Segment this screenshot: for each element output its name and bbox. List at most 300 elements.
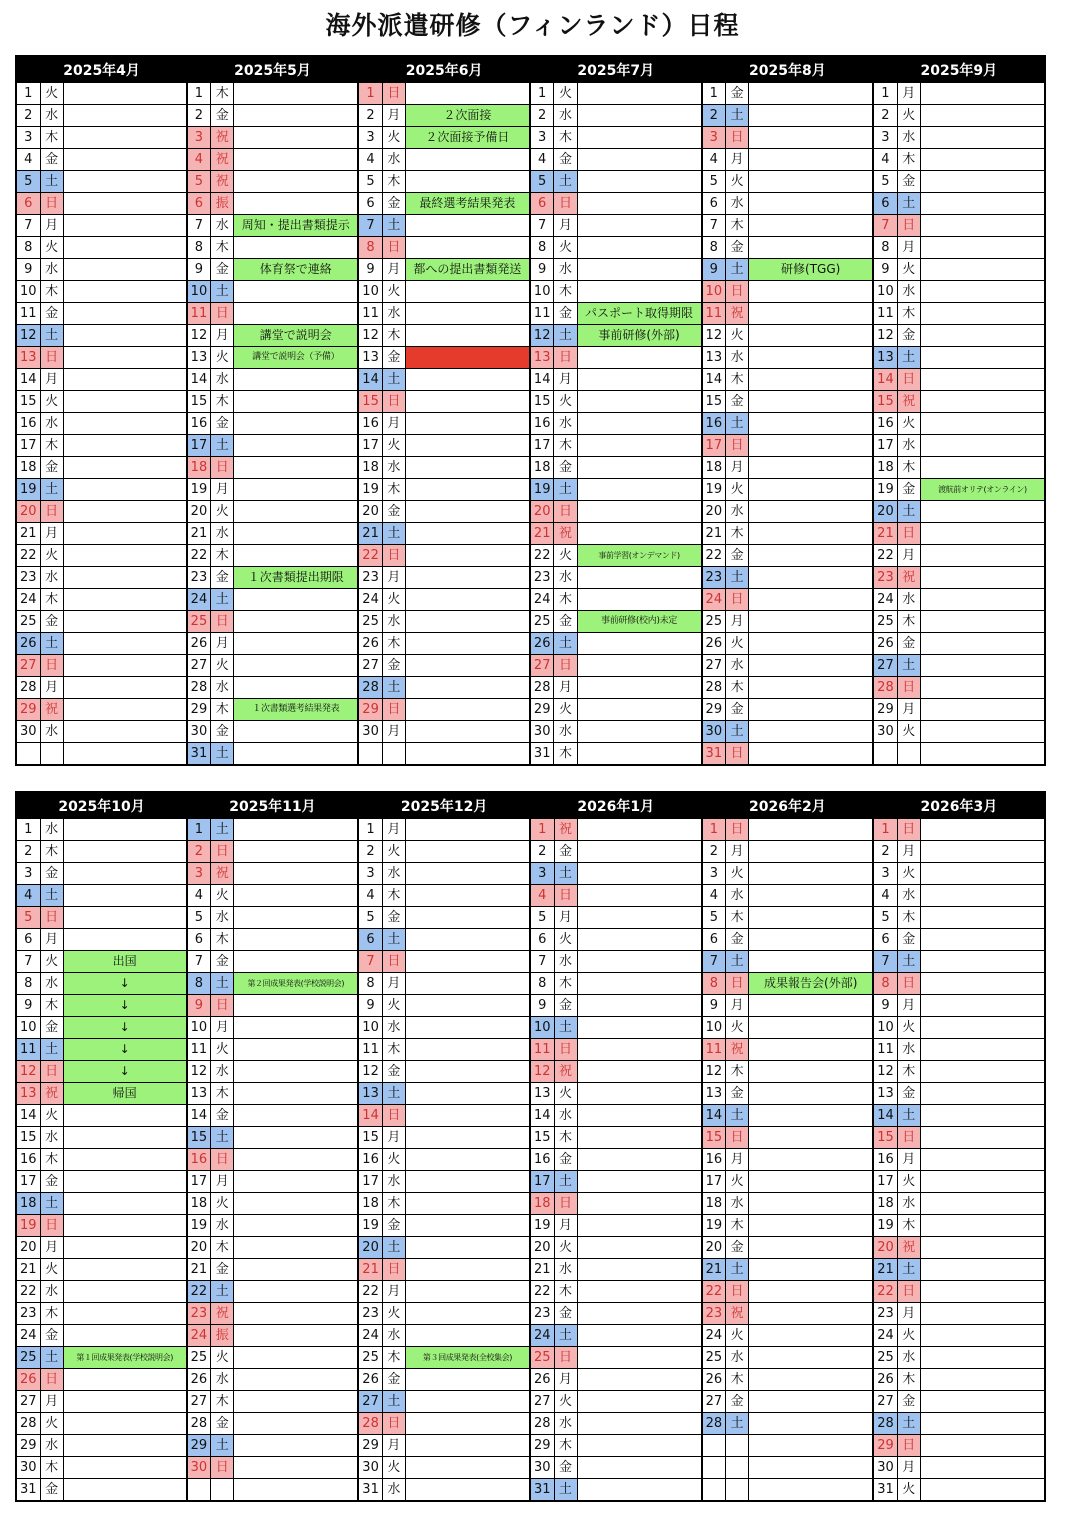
event-cell-empty xyxy=(920,545,1045,567)
event-cell-empty xyxy=(234,281,358,303)
event-cell-empty xyxy=(749,841,873,863)
event-cell-empty xyxy=(920,347,1045,369)
event-cell-empty xyxy=(63,479,187,501)
day-number: 15 xyxy=(702,1127,726,1149)
event-cell-empty xyxy=(920,1105,1045,1127)
weekday-label: 水 xyxy=(40,259,63,281)
event-cell-empty xyxy=(405,391,529,413)
day-number: 30 xyxy=(702,721,726,743)
day-number: 17 xyxy=(702,1171,726,1193)
event-cell-empty xyxy=(63,523,187,545)
day-number: 9 xyxy=(702,995,726,1017)
event-cell-empty xyxy=(920,1325,1045,1347)
weekday-label: 水 xyxy=(554,1413,577,1435)
weekday-label: 土 xyxy=(40,633,63,655)
day-number: 7 xyxy=(187,951,211,973)
day-number: 8 xyxy=(530,973,554,995)
day-number: 6 xyxy=(702,929,726,951)
event-cell-empty xyxy=(63,259,187,281)
day-number: 10 xyxy=(16,1017,40,1039)
weekday-label: 土 xyxy=(382,677,405,699)
event-cell-empty xyxy=(920,819,1045,841)
calendar-row xyxy=(16,1303,1045,1325)
day-number: 16 xyxy=(358,1149,382,1171)
day-number: 20 xyxy=(530,1237,554,1259)
weekday-label: 祝 xyxy=(726,1039,749,1061)
day-number: 5 xyxy=(530,907,554,929)
day-number: 18 xyxy=(16,457,40,479)
calendar-row xyxy=(16,413,1045,435)
day-number: 22 xyxy=(702,1281,726,1303)
event-cell-empty xyxy=(920,995,1045,1017)
day-number: 26 xyxy=(530,633,554,655)
event-cell-empty xyxy=(234,589,358,611)
day-number: 21 xyxy=(702,1259,726,1281)
empty-day-cell xyxy=(358,743,382,766)
weekday-label: 水 xyxy=(40,1281,63,1303)
weekday-label: 木 xyxy=(554,589,577,611)
event-cell: 第１回成果発表(学校説明会) xyxy=(63,1347,186,1369)
day-number: 4 xyxy=(187,149,211,171)
event-cell-empty xyxy=(234,1303,359,1325)
weekday-label: 土 xyxy=(382,369,405,391)
weekday-label: 金 xyxy=(40,863,63,885)
event-cell-empty xyxy=(234,929,359,951)
weekday-label: 土 xyxy=(554,1325,577,1347)
weekday-label: 木 xyxy=(554,743,577,766)
weekday-label: 祝 xyxy=(897,1237,920,1259)
event-cell-empty xyxy=(920,951,1045,973)
weekday-label: 土 xyxy=(726,567,749,589)
day-number: 30 xyxy=(16,1457,40,1479)
day-number: 24 xyxy=(702,589,726,611)
day-number: 16 xyxy=(873,1149,897,1171)
day-number: 22 xyxy=(873,1281,897,1303)
weekday-label: 金 xyxy=(211,259,234,281)
day-number: 17 xyxy=(16,1171,40,1193)
calendar-row xyxy=(16,1193,1045,1215)
weekday-label: 木 xyxy=(554,1435,577,1457)
day-number: 14 xyxy=(187,369,211,391)
event-cell-empty xyxy=(749,479,873,501)
event-cell-empty xyxy=(405,1391,530,1413)
day-number: 10 xyxy=(358,281,382,303)
event-cell-empty xyxy=(577,1193,701,1215)
day-number: 3 xyxy=(358,127,382,149)
day-number: 12 xyxy=(16,325,40,347)
weekday-label: 日 xyxy=(897,677,920,699)
weekday-label: 月 xyxy=(40,215,63,237)
weekday-label: 水 xyxy=(554,721,577,743)
event-cell-empty xyxy=(749,1105,873,1127)
weekday-label: 火 xyxy=(382,127,405,149)
weekday-label: 水 xyxy=(382,863,405,885)
event-cell-empty xyxy=(405,1105,530,1127)
day-number: 11 xyxy=(873,303,897,325)
day-number: 17 xyxy=(358,435,382,457)
event-cell-empty xyxy=(920,1413,1045,1435)
weekday-label: 日 xyxy=(211,457,234,479)
day-number: 9 xyxy=(358,259,382,281)
event-cell-empty xyxy=(749,567,873,589)
weekday-label: 水 xyxy=(40,567,63,589)
weekday-label: 火 xyxy=(382,435,405,457)
weekday-label: 土 xyxy=(897,193,920,215)
empty-event-cell xyxy=(749,1435,873,1457)
event-cell-empty xyxy=(577,1281,701,1303)
day-number: 1 xyxy=(530,83,554,105)
calendar-row xyxy=(16,655,1045,677)
day-number: 13 xyxy=(702,1083,726,1105)
weekday-label: 木 xyxy=(211,391,234,413)
day-number: 1 xyxy=(16,83,40,105)
event-cell-empty xyxy=(577,259,701,281)
event-cell-empty xyxy=(920,863,1045,885)
event-cell-empty xyxy=(749,699,873,721)
event-cell: 研修(TGG) xyxy=(749,259,873,281)
day-number: 29 xyxy=(873,1435,897,1457)
weekday-label: 土 xyxy=(554,863,577,885)
weekday-label: 水 xyxy=(382,611,405,633)
day-number: 27 xyxy=(873,655,897,677)
weekday-label: 日 xyxy=(40,655,63,677)
event-cell-empty xyxy=(749,1413,873,1435)
event-cell-empty xyxy=(577,1105,701,1127)
day-number: 27 xyxy=(530,1391,554,1413)
weekday-label: 火 xyxy=(554,929,577,951)
event-cell: 第３回成果発表(全校集会) xyxy=(405,1347,530,1369)
calendar-row xyxy=(16,83,1045,105)
event-cell-empty xyxy=(749,347,873,369)
event-cell-empty xyxy=(577,83,701,105)
event-cell-empty xyxy=(920,435,1045,457)
event-cell-empty xyxy=(63,1127,186,1149)
day-number: 9 xyxy=(358,995,382,1017)
event-cell-empty xyxy=(234,127,358,149)
event-cell-empty xyxy=(577,1303,701,1325)
weekday-label: 水 xyxy=(211,907,234,929)
event-cell-empty xyxy=(234,1215,359,1237)
event-cell-empty xyxy=(234,633,358,655)
event-cell-empty xyxy=(749,127,873,149)
weekday-label: 土 xyxy=(382,1391,405,1413)
event-cell-empty xyxy=(749,413,873,435)
day-number: 25 xyxy=(873,611,897,633)
weekday-label: 月 xyxy=(382,721,405,743)
weekday-label: 日 xyxy=(897,1281,920,1303)
empty-weekday-cell xyxy=(726,1479,749,1502)
day-number: 26 xyxy=(187,633,211,655)
weekday-label: 木 xyxy=(726,907,749,929)
calendar-row xyxy=(16,841,1045,863)
day-number: 2 xyxy=(16,841,40,863)
event-cell-empty xyxy=(749,281,873,303)
weekday-label: 日 xyxy=(211,841,234,863)
day-number: 22 xyxy=(187,545,211,567)
day-number: 14 xyxy=(702,1105,726,1127)
weekday-label: 金 xyxy=(554,303,577,325)
month-header: 2025年8月 xyxy=(702,56,874,83)
day-number: 29 xyxy=(873,699,897,721)
event-cell-empty xyxy=(405,1061,530,1083)
event-cell-empty xyxy=(577,995,701,1017)
day-number: 22 xyxy=(187,1281,211,1303)
weekday-label: 木 xyxy=(726,369,749,391)
event-cell-empty xyxy=(63,281,187,303)
day-number: 11 xyxy=(16,303,40,325)
event-cell-empty xyxy=(577,237,701,259)
event-cell-empty xyxy=(63,1237,186,1259)
event-cell-empty xyxy=(577,1457,701,1479)
event-cell-empty xyxy=(920,1435,1045,1457)
event-cell-empty xyxy=(405,1237,530,1259)
event-cell-empty xyxy=(920,721,1045,743)
day-number: 25 xyxy=(187,611,211,633)
weekday-label: 月 xyxy=(382,1435,405,1457)
month-header: 2026年1月 xyxy=(530,792,702,819)
day-number: 23 xyxy=(16,1303,40,1325)
event-cell-empty xyxy=(749,193,873,215)
weekday-label: 水 xyxy=(897,885,920,907)
event-cell-empty xyxy=(577,193,701,215)
weekday-label: 火 xyxy=(726,325,749,347)
weekday-label: 月 xyxy=(382,1127,405,1149)
event-cell-empty xyxy=(63,391,187,413)
weekday-label: 土 xyxy=(211,973,234,995)
event-cell-empty xyxy=(577,501,701,523)
weekday-label: 火 xyxy=(554,545,577,567)
calendar-row xyxy=(16,589,1045,611)
weekday-label: 土 xyxy=(726,1259,749,1281)
event-cell-empty xyxy=(405,1303,530,1325)
weekday-label: 月 xyxy=(897,1149,920,1171)
event-cell-empty xyxy=(749,105,873,127)
event-cell-empty xyxy=(405,413,529,435)
day-number: 29 xyxy=(358,1435,382,1457)
event-cell-empty xyxy=(749,929,873,951)
day-number: 18 xyxy=(187,457,211,479)
weekday-label: 火 xyxy=(897,259,920,281)
day-number: 25 xyxy=(358,1347,382,1369)
calendar-row xyxy=(16,369,1045,391)
event-cell-empty xyxy=(63,1149,186,1171)
month-header: 2025年4月 xyxy=(16,56,187,83)
event-cell-empty xyxy=(405,567,529,589)
event-cell-empty xyxy=(63,721,187,743)
weekday-label: 水 xyxy=(40,973,63,995)
event-cell-empty xyxy=(749,1017,873,1039)
weekday-label: 土 xyxy=(897,1259,920,1281)
weekday-label: 木 xyxy=(897,1369,920,1391)
weekday-label: 土 xyxy=(211,1281,234,1303)
day-number: 12 xyxy=(187,1061,211,1083)
event-cell: 帰国 xyxy=(63,1083,186,1105)
event-cell-empty xyxy=(920,567,1045,589)
weekday-label: 金 xyxy=(211,413,234,435)
day-number: 31 xyxy=(702,743,726,766)
weekday-label: 水 xyxy=(897,281,920,303)
day-number: 20 xyxy=(702,501,726,523)
event-cell-empty xyxy=(920,655,1045,677)
event-cell-empty xyxy=(920,1369,1045,1391)
day-number: 16 xyxy=(187,1149,211,1171)
event-cell-empty xyxy=(234,303,358,325)
day-number: 2 xyxy=(530,105,554,127)
day-number: 21 xyxy=(702,523,726,545)
day-number: 4 xyxy=(16,149,40,171)
day-number: 22 xyxy=(702,545,726,567)
day-number: 5 xyxy=(358,907,382,929)
weekday-label: 水 xyxy=(897,1347,920,1369)
event-cell-empty xyxy=(577,1171,701,1193)
day-number: 4 xyxy=(702,885,726,907)
event-cell-empty xyxy=(749,633,873,655)
event-cell: 事前研修(校内)未定 xyxy=(577,611,701,633)
day-number: 27 xyxy=(16,1391,40,1413)
day-number: 11 xyxy=(530,303,554,325)
event-cell: 事前研修(外部) xyxy=(577,325,701,347)
weekday-label: 月 xyxy=(40,677,63,699)
calendar-row xyxy=(16,1083,1045,1105)
weekday-label: 月 xyxy=(211,1017,234,1039)
weekday-label: 水 xyxy=(211,215,234,237)
event-cell-empty xyxy=(63,655,187,677)
day-number: 18 xyxy=(530,457,554,479)
event-cell: 講堂で説明会（予備） xyxy=(234,347,358,369)
day-number: 10 xyxy=(702,281,726,303)
weekday-label: 日 xyxy=(554,1193,577,1215)
day-number: 4 xyxy=(16,885,40,907)
weekday-label: 月 xyxy=(726,841,749,863)
weekday-label: 月 xyxy=(40,1391,63,1413)
day-number: 1 xyxy=(702,83,726,105)
day-number: 18 xyxy=(16,1193,40,1215)
event-cell-empty xyxy=(234,885,359,907)
event-cell-empty xyxy=(234,391,358,413)
month-header: 2025年11月 xyxy=(187,792,359,819)
weekday-label: 振 xyxy=(211,1325,234,1347)
month-header: 2025年6月 xyxy=(358,56,530,83)
weekday-label: 土 xyxy=(726,105,749,127)
weekday-label: 祝 xyxy=(211,863,234,885)
event-cell-empty xyxy=(63,413,187,435)
event-cell-empty xyxy=(920,973,1045,995)
weekday-label: 水 xyxy=(211,1215,234,1237)
weekday-label: 木 xyxy=(40,841,63,863)
event-cell-empty xyxy=(63,237,187,259)
day-number: 6 xyxy=(873,929,897,951)
weekday-label: 火 xyxy=(382,281,405,303)
event-cell-empty xyxy=(577,1061,701,1083)
event-cell-empty xyxy=(405,1017,530,1039)
weekday-label: 日 xyxy=(40,1215,63,1237)
calendar-row xyxy=(16,885,1045,907)
day-number: 28 xyxy=(702,677,726,699)
weekday-label: 木 xyxy=(897,303,920,325)
weekday-label: 祝 xyxy=(554,1061,577,1083)
day-number: 12 xyxy=(873,1061,897,1083)
weekday-label: 火 xyxy=(897,1017,920,1039)
weekday-label: 金 xyxy=(382,907,405,929)
day-number: 16 xyxy=(702,413,726,435)
empty-day-cell xyxy=(16,743,40,766)
weekday-label: 月 xyxy=(554,907,577,929)
event-cell-empty xyxy=(749,1369,873,1391)
day-number: 8 xyxy=(187,973,211,995)
event-cell-empty xyxy=(749,1391,873,1413)
day-number: 4 xyxy=(702,149,726,171)
event-cell-empty xyxy=(63,545,187,567)
day-number: 15 xyxy=(873,1127,897,1149)
event-cell-empty xyxy=(577,1215,701,1237)
day-number: 21 xyxy=(873,523,897,545)
day-number: 10 xyxy=(358,1017,382,1039)
day-number: 8 xyxy=(702,237,726,259)
event-cell-empty xyxy=(749,391,873,413)
event-cell-empty xyxy=(405,1479,530,1502)
weekday-label: 水 xyxy=(726,193,749,215)
event-cell-empty xyxy=(63,1479,186,1502)
day-number: 29 xyxy=(187,699,211,721)
weekday-label: 金 xyxy=(897,1391,920,1413)
calendar-row xyxy=(16,1215,1045,1237)
calendar-row xyxy=(16,929,1045,951)
weekday-label: 木 xyxy=(40,589,63,611)
day-number: 3 xyxy=(530,127,554,149)
day-number: 22 xyxy=(873,545,897,567)
calendar-row xyxy=(16,1413,1045,1435)
day-number: 25 xyxy=(358,611,382,633)
weekday-label: 火 xyxy=(897,721,920,743)
weekday-label: 水 xyxy=(726,655,749,677)
event-cell-empty xyxy=(920,1171,1045,1193)
event-cell-empty xyxy=(63,501,187,523)
event-cell-empty xyxy=(577,1127,701,1149)
event-cell-empty xyxy=(749,1259,873,1281)
weekday-label: 金 xyxy=(554,995,577,1017)
weekday-label: 土 xyxy=(382,1237,405,1259)
weekday-label: 木 xyxy=(382,1039,405,1061)
weekday-label: 月 xyxy=(40,929,63,951)
weekday-label: 日 xyxy=(726,127,749,149)
day-number: 2 xyxy=(873,105,897,127)
day-number: 10 xyxy=(873,281,897,303)
empty-event-cell xyxy=(63,743,187,766)
day-number: 16 xyxy=(873,413,897,435)
weekday-label: 火 xyxy=(40,951,63,973)
day-number: 11 xyxy=(358,1039,382,1061)
day-number: 14 xyxy=(16,1105,40,1127)
event-cell-empty xyxy=(749,171,873,193)
weekday-label: 日 xyxy=(726,1127,749,1149)
event-cell-empty xyxy=(63,819,186,841)
day-number: 26 xyxy=(702,633,726,655)
day-number: 24 xyxy=(873,1325,897,1347)
weekday-label: 土 xyxy=(211,281,234,303)
event-cell-empty xyxy=(405,435,529,457)
weekday-label: 土 xyxy=(211,435,234,457)
event-cell-empty xyxy=(920,885,1045,907)
day-number: 10 xyxy=(187,281,211,303)
day-number: 30 xyxy=(187,1457,211,1479)
weekday-label: 火 xyxy=(40,1413,63,1435)
weekday-label: 金 xyxy=(897,633,920,655)
weekday-label: 木 xyxy=(554,973,577,995)
event-cell-empty xyxy=(63,929,186,951)
weekday-label: 金 xyxy=(554,611,577,633)
day-number: 12 xyxy=(358,1061,382,1083)
empty-event-cell xyxy=(234,1479,359,1502)
